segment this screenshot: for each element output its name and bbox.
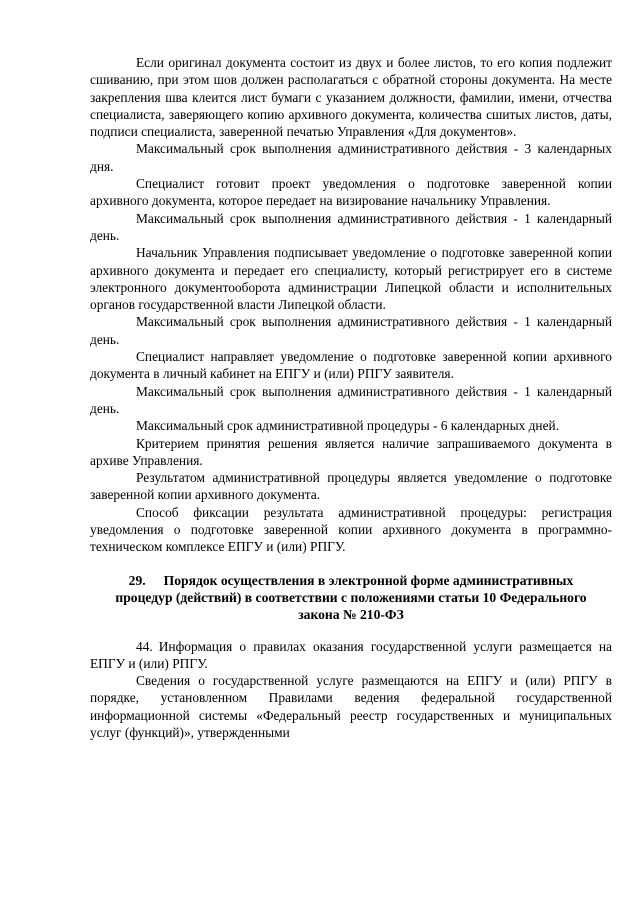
item-number: 44.	[136, 638, 153, 654]
paragraph-decision-criterion: Критерием принятия решения является наличие запрашиваемого документа в архиве Управления.	[90, 435, 612, 468]
paragraph-copy-stitching: Если оригинал документа состоит из двух и более листов, то его копия подлежит сшиванию, при этом шов должен располагаться с обратной стороны документа. На месте закрепления шва клеится лист бумаги с указанием должности, фамилии, имени, отчества специалиста, заверяющего копию архивного документа, количества сшитых листов, даты, подписи специалиста, заверенной печатью Управления «Для документов».	[90, 55, 612, 140]
paragraph-procedure-deadline: Максимальный срок административной процедуры - 6 календарных дней.	[136, 418, 560, 434]
section-heading	[90, 572, 612, 624]
paragraph-head-signs: Начальник Управления подписывает уведомление о подготовке заверенной копии архивного документа и передает его специалисту, который регистрирует его в системе электронного документооборота администрации Липецкой области и исполнительных органов государственной власти Липецкой области.	[90, 245, 612, 313]
paragraph-item-44	[90, 638, 612, 673]
item-text: Информация о правилах оказания государственной услуги размещается на ЕПГУ и (или) РПГУ.	[90, 638, 612, 671]
paragraph-notice-sent: Специалист направляет уведомление о подготовке заверенной копии архивного документа в личный кабинет на ЕПГУ и (или) РПГУ заявителя.	[90, 349, 612, 382]
paragraph-result-fixation: Способ фиксации результата административной процедуры: регистрация уведомления о подготовке заверенной копии архивного документа в программно-техническом комплексе ЕПГУ и (или) РПГУ.	[90, 504, 612, 555]
paragraph-service-info: Сведения о государственной услуге размещаются на ЕПГУ и (или) РПГУ в порядке, установленном Правилами ведения федеральной государственной информационной системы «Федеральный реестр государственных и муниципальных услуг (функций)», утвержденными	[90, 673, 612, 740]
paragraph-deadline-1-day: Максимальный срок выполнения административного действия - 1 календарный день.	[90, 314, 612, 347]
section-number: 29.	[128, 572, 146, 588]
paragraph-notice-draft: Специалист готовит проект уведомления о подготовке заверенной копии архивного документа, которое передает на визирование начальнику Управления.	[90, 176, 612, 209]
paragraph-deadline-3-days: Максимальный срок выполнения административного действия - 3 календарных дня.	[90, 141, 612, 174]
paragraph-procedure-result: Результатом административной процедуры является уведомление о подготовке заверенной копии архивного документа.	[90, 470, 612, 503]
paragraph-deadline-1-day: Максимальный срок выполнения административного действия - 1 календарный день.	[90, 383, 612, 416]
paragraph-deadline-1-day: Максимальный срок выполнения административного действия - 1 календарный день.	[90, 210, 612, 243]
section-title: Порядок осуществления в электронной форме административных процедур (действий) в соответствии с положениями статьи 10 Федерального закона № 210-ФЗ	[115, 572, 587, 623]
